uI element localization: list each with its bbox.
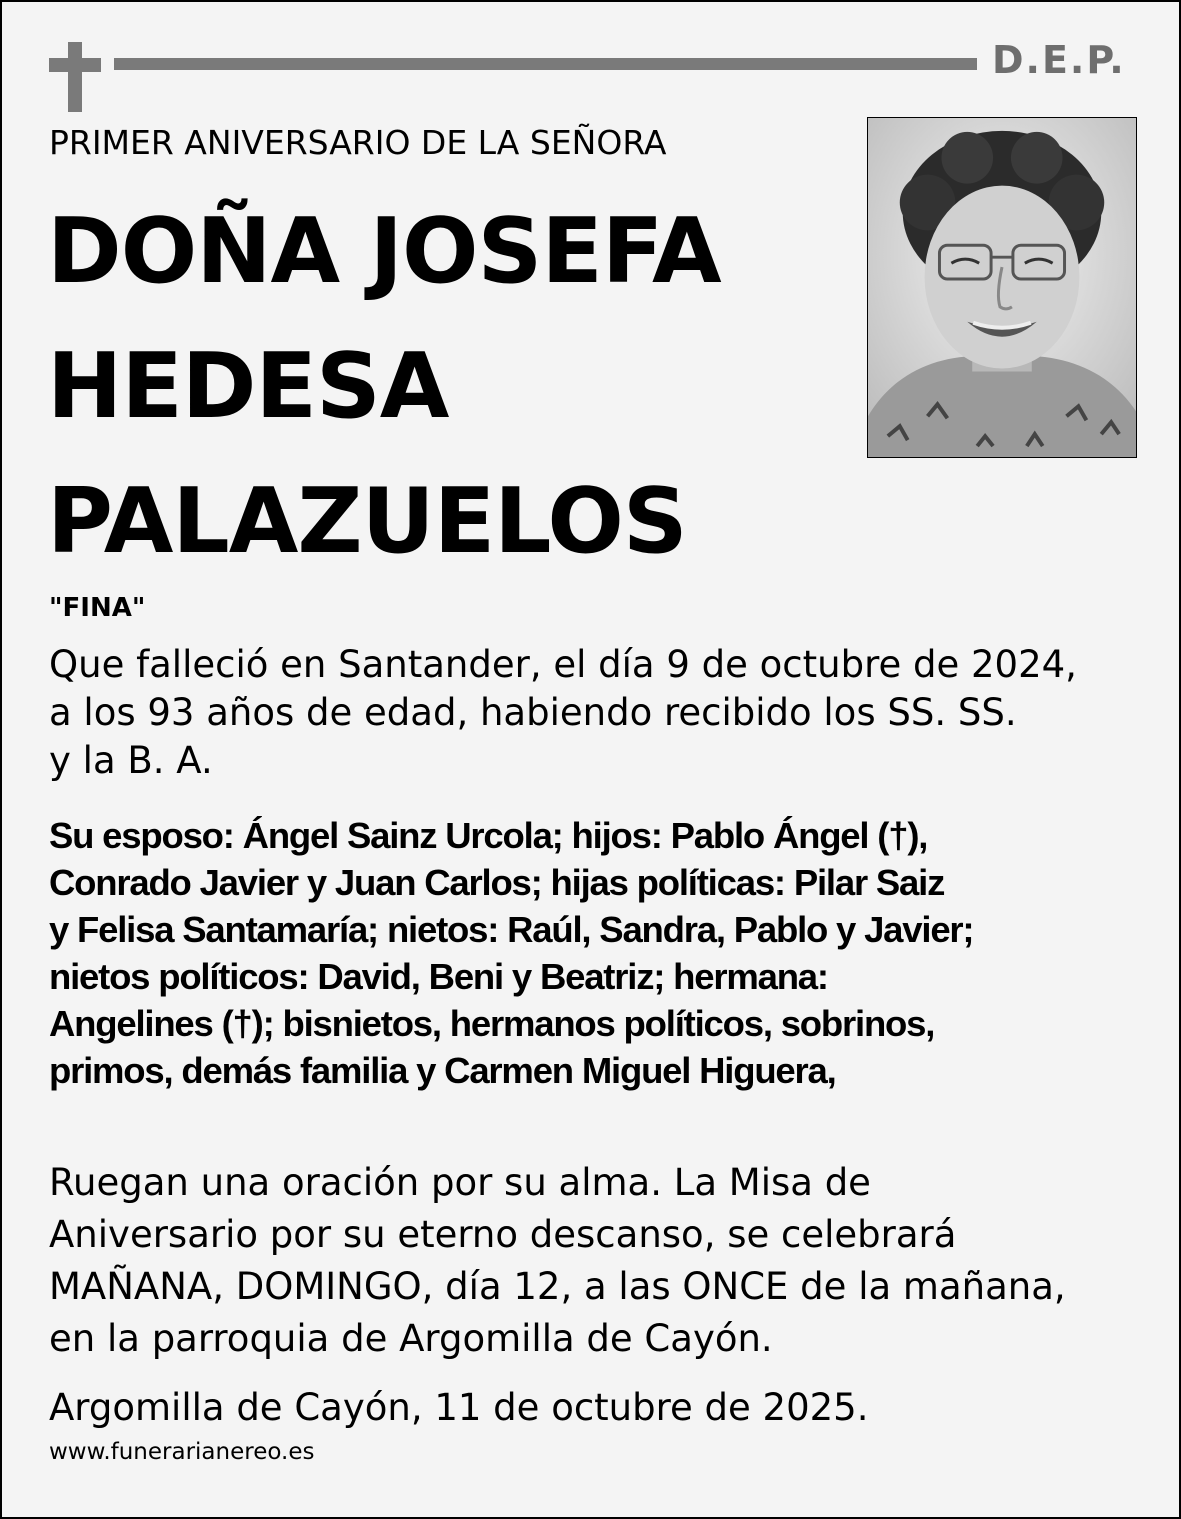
text-line: y Felisa Santamaría; nietos: Raúl, Sandra, Pablo y Javier; [49, 909, 974, 950]
family-paragraph [49, 812, 1149, 1094]
portrait-photo [867, 117, 1137, 458]
text-line: y la B. A. [49, 739, 213, 782]
cross-icon [49, 42, 101, 112]
text-line: MAÑANA, DOMINGO, día 12, a las ONCE de la mañana, [49, 1265, 1066, 1308]
name-line: HEDESA [47, 334, 449, 439]
funeral-home-website: www.funerarianereo.es [49, 1439, 315, 1465]
dep-label: D.E.P. [992, 38, 1126, 82]
text-line: Su esposo: Ángel Sainz Urcola; hijos: Pablo Ángel (†), [49, 815, 928, 856]
text-line: nietos políticos: David, Beni y Beatriz; hermana: [49, 956, 828, 997]
deceased-name [47, 184, 721, 589]
text-line: Aniversario por su eterno descanso, se celebrará [49, 1213, 957, 1256]
anniversary-intro: PRIMER ANIVERSARIO DE LA SEÑORA [49, 123, 667, 162]
text-line: Angelines (†); bisnietos, hermanos políticos, sobrinos, [49, 1003, 935, 1044]
name-line: PALAZUELOS [47, 469, 687, 574]
nickname: "FINA" [49, 593, 146, 623]
header-rule [114, 58, 977, 70]
text-line: Que falleció en Santander, el día 9 de octubre de 2024, [49, 643, 1077, 686]
text-line: en la parroquia de Argomilla de Cayón. [49, 1317, 773, 1360]
death-paragraph [49, 641, 1149, 785]
text-line: primos, demás familia y Carmen Miguel Higuera, [49, 1050, 836, 1091]
text-line: Conrado Javier y Juan Carlos; hijas políticas: Pilar Saiz [49, 862, 945, 903]
text-line: Ruegan una oración por su alma. La Misa de [49, 1161, 871, 1204]
place-date: Argomilla de Cayón, 11 de octubre de 2025. [49, 1386, 869, 1429]
mass-paragraph [49, 1157, 1149, 1365]
name-line: DOÑA JOSEFA [47, 199, 721, 304]
text-line: a los 93 años de edad, habiendo recibido los SS. SS. [49, 691, 1017, 734]
